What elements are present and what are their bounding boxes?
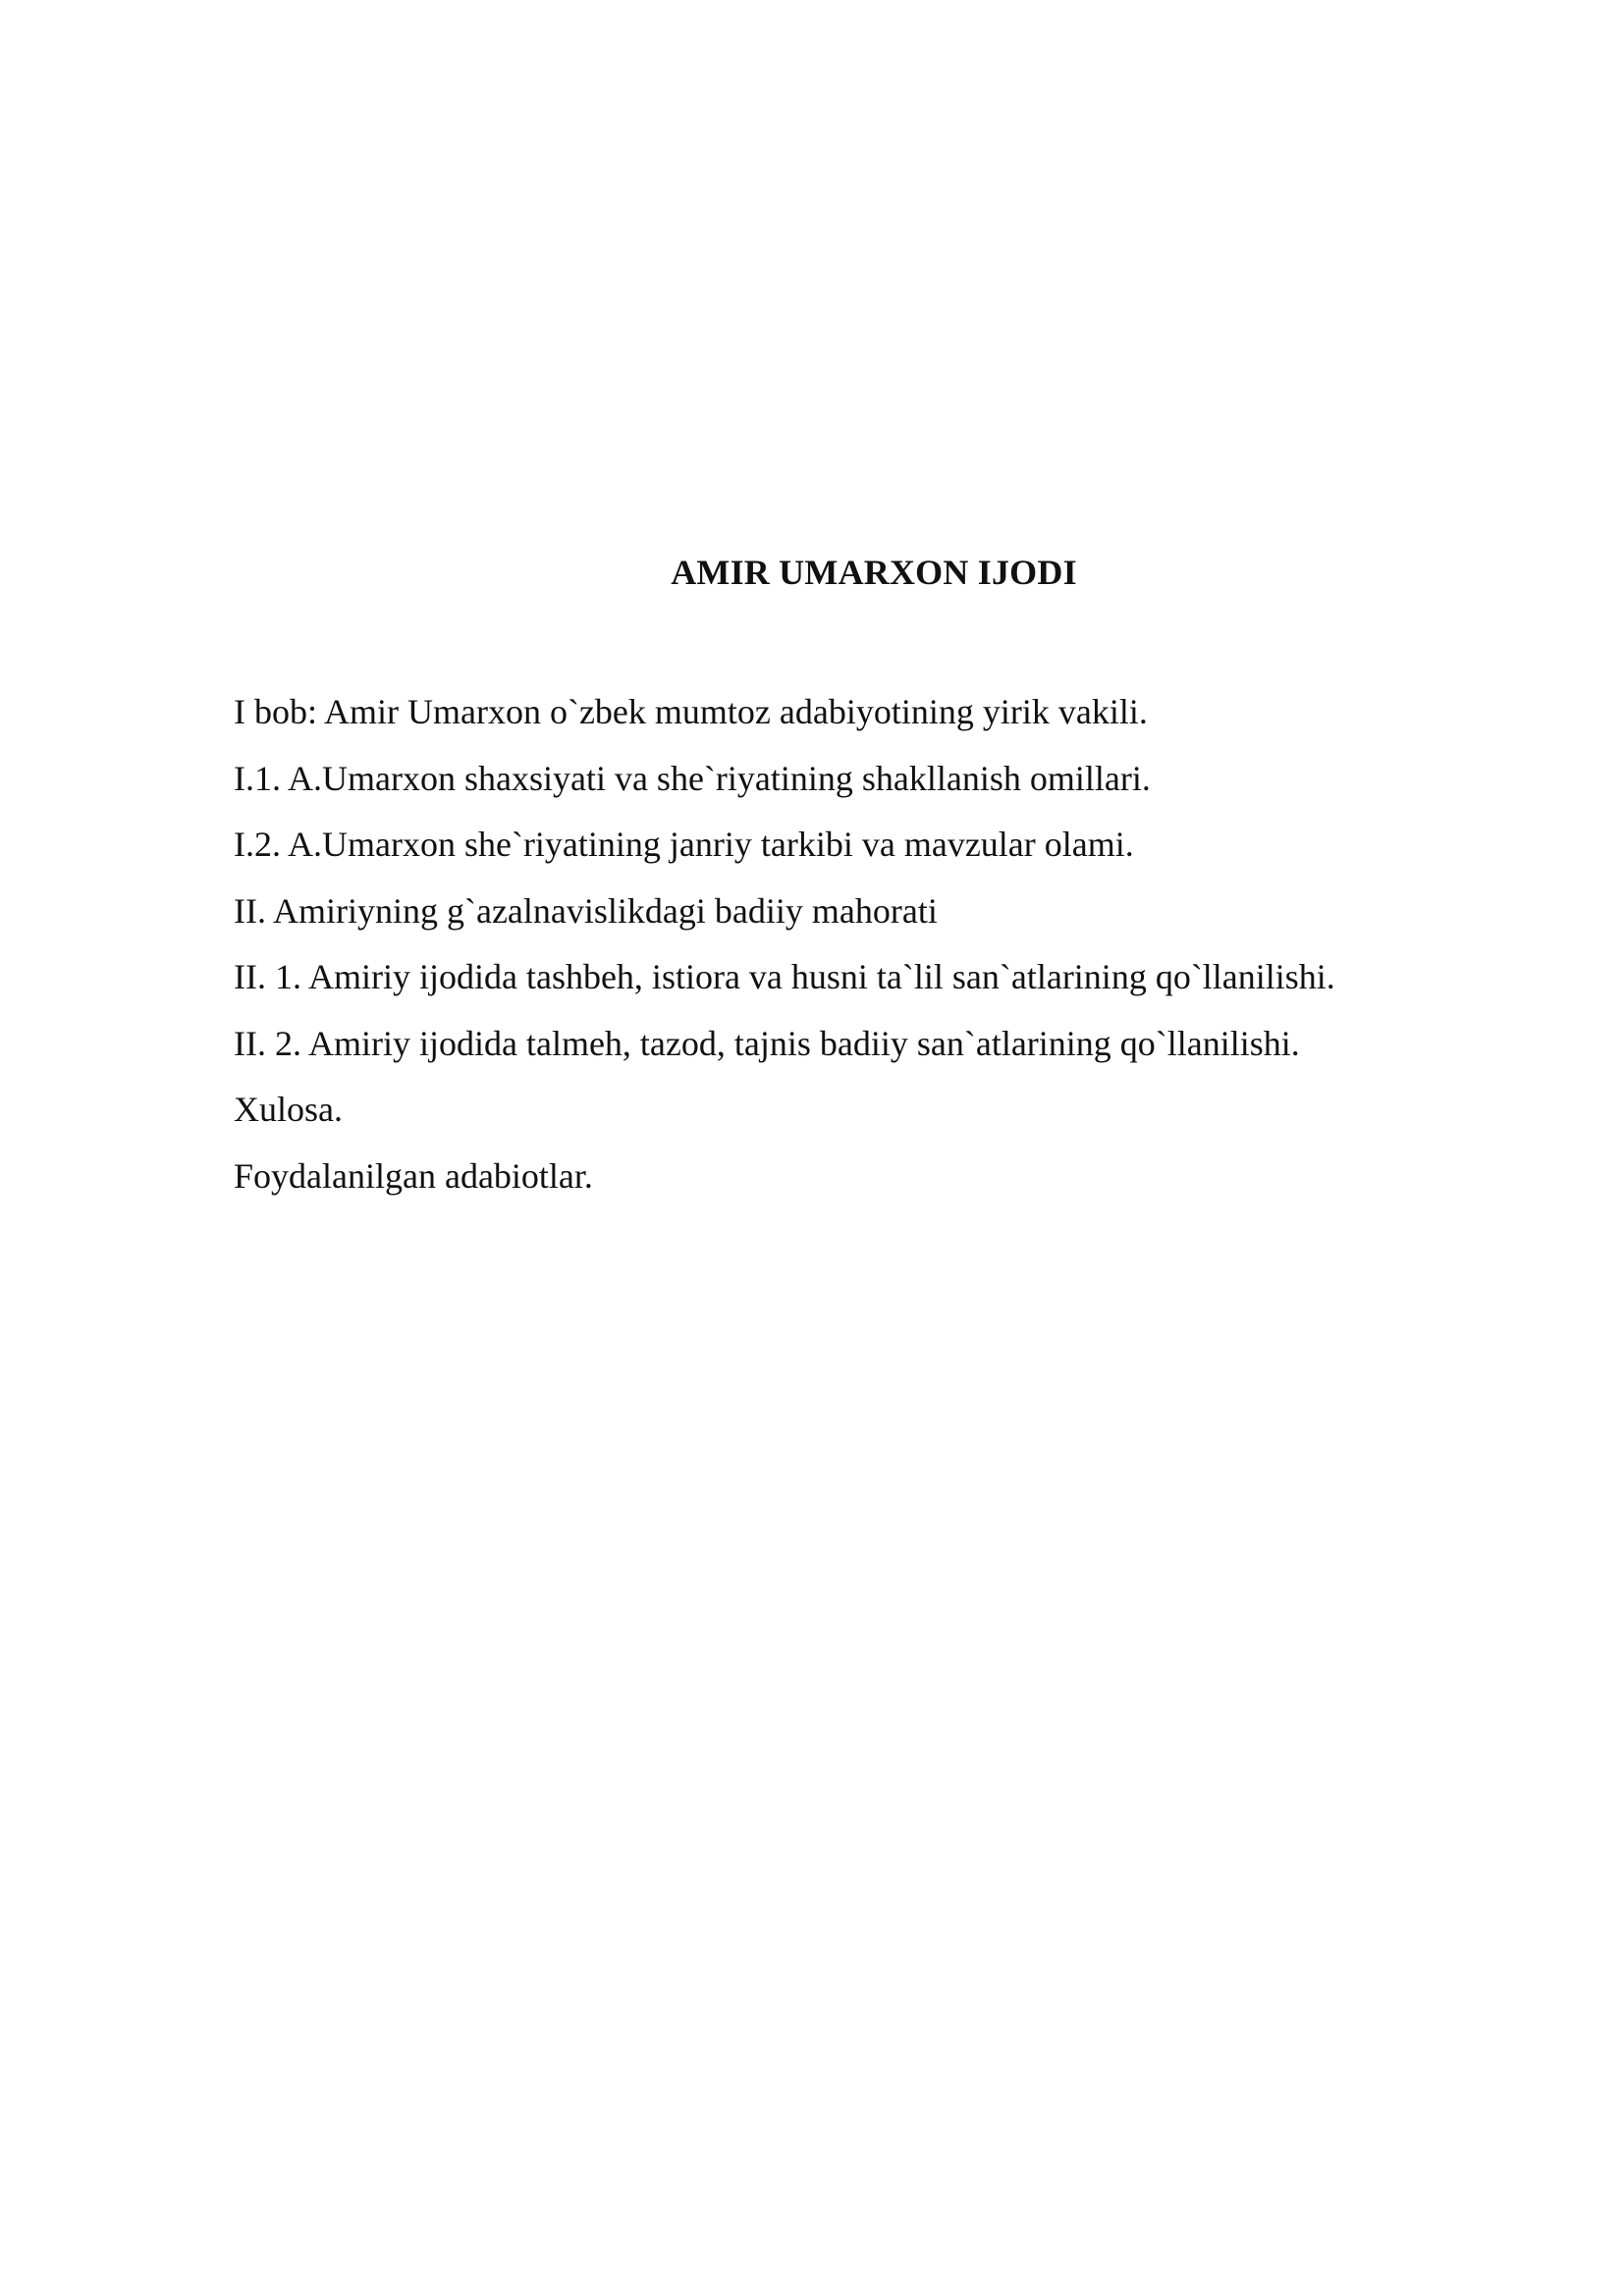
toc-item-conclusion: Xulosa. [234,1090,343,1129]
toc-item-section-2-1: II. 1. Amiriy ijodida tashbeh, istiora va husni ta`lil san`atlarining qo`llanilishi. [234,957,1335,996]
toc-item-section-1-2: I.2. A.Umarxon she`riyatining janriy tarkibi va mavzular olami. [234,825,1134,864]
toc-item-references: Foydalanilgan adabiotlar. [234,1155,593,1196]
toc-item-chapter-2: II. Amiriyning g`azalnavislikdagi badiiy mahorati [234,890,938,931]
document-title: AMIR UMARXON IJODI [671,553,1077,592]
toc-item-chapter-1: I bob: Amir Umarxon o`zbek mumtoz adabiyotining yirik vakili. [234,692,1148,731]
toc-item-section-2-2: II. 2. Amiriy ijodida talmeh, tazod, tajnis badiiy san`atlarining qo`llanilishi. [234,1023,1300,1063]
table-of-contents [234,679,1510,1209]
toc-item-section-1-1: I.1. A.Umarxon shaxsiyati va she`riyatining shakllanish omillari. [234,758,1151,798]
